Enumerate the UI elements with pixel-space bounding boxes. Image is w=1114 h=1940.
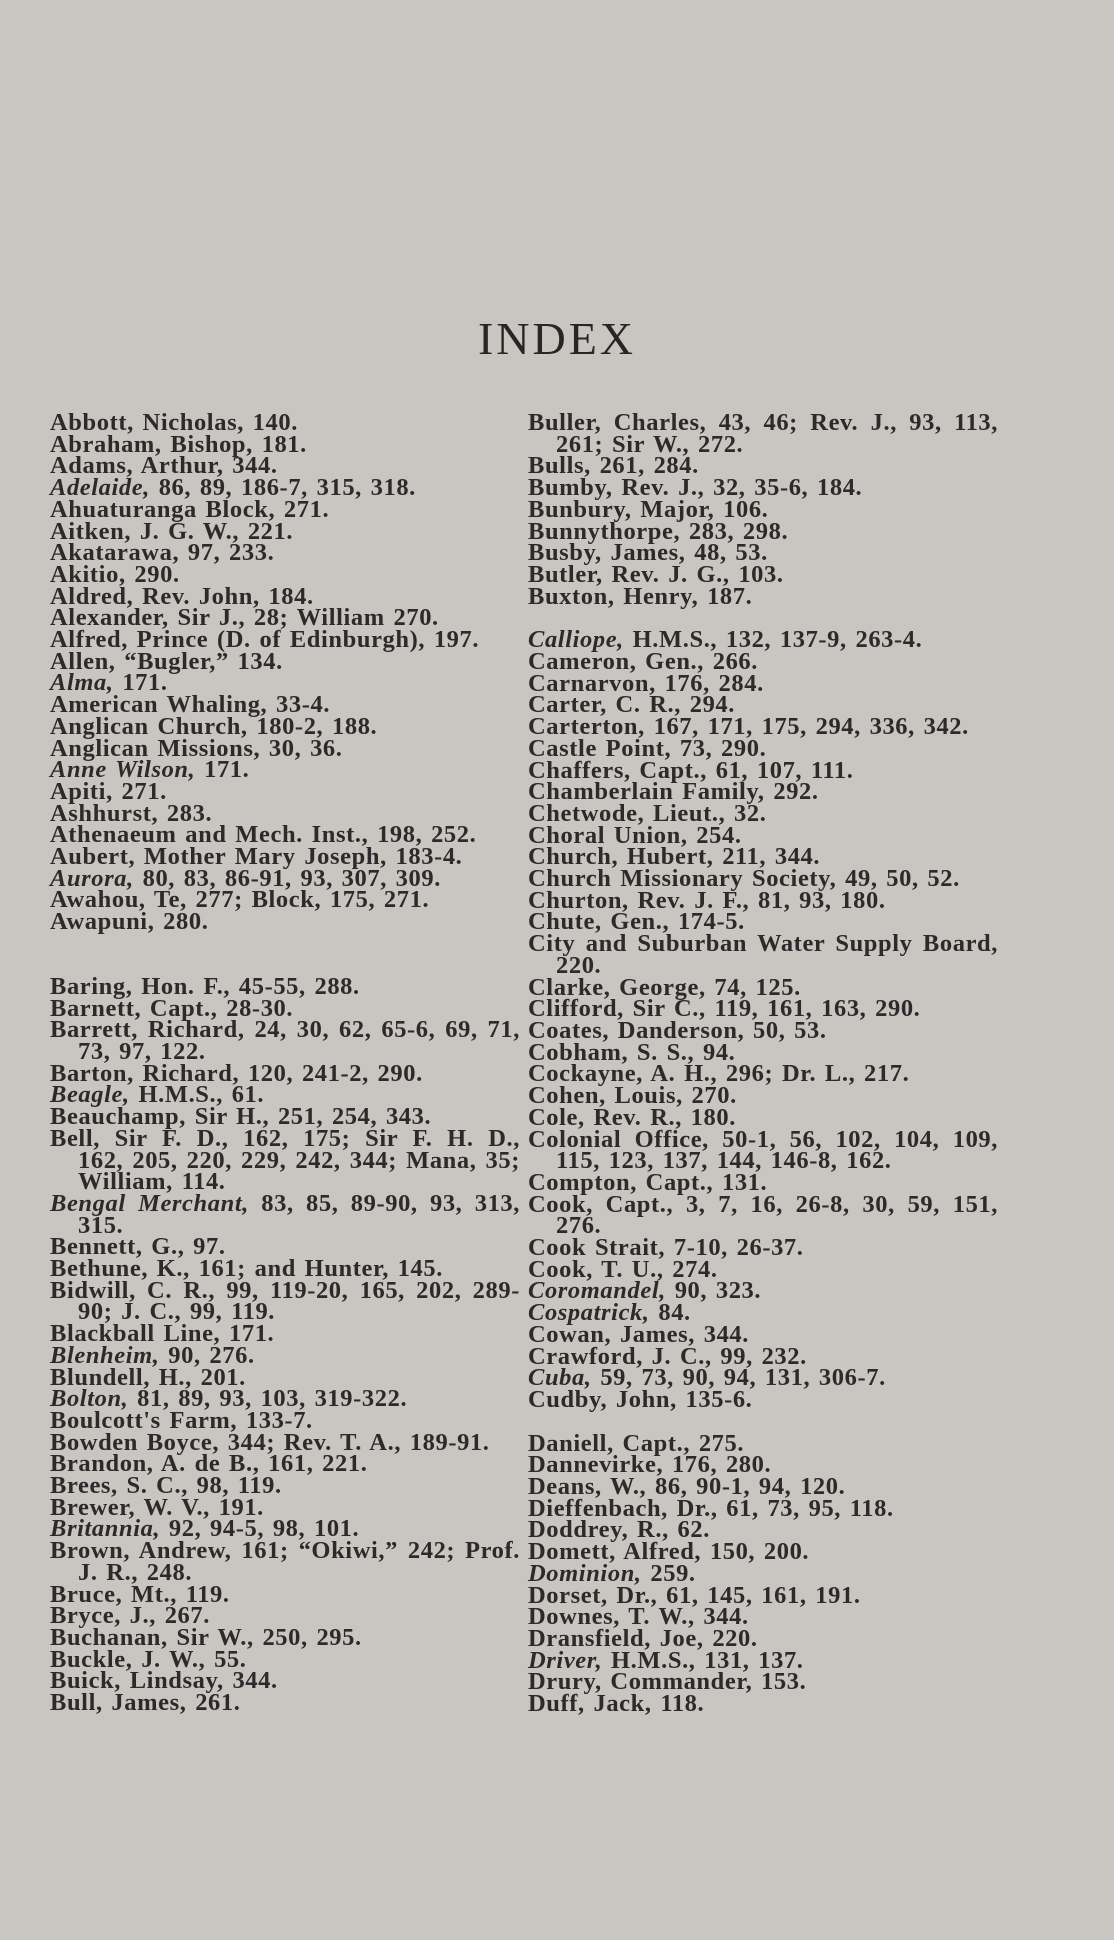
index-entry: Barton, Richard, 120, 241-2, 290.: [50, 1059, 423, 1087]
index-entry: Buick, Lindsay, 344.: [50, 1667, 278, 1695]
index-entry: Coromandel, 90, 323.: [528, 1277, 762, 1305]
index-entry: Awahou, Te, 277; Block, 175, 271.: [50, 886, 430, 914]
index-entry: Buxton, Henry, 187.: [528, 582, 753, 610]
index-entry: Bunnythorpe, 283, 298.: [528, 517, 789, 545]
index-entry: Bunbury, Major, 106.: [528, 495, 769, 523]
ship-name: Cospatrick,: [528, 1299, 650, 1327]
index-entry: Butler, Rev. J. G., 103.: [528, 560, 784, 588]
index-entry: Alfred, Prince (D. of Edinburgh), 197.: [50, 626, 480, 654]
index-entry: Cook, T. U., 274.: [528, 1255, 718, 1283]
ship-name: Bolton,: [50, 1385, 129, 1413]
index-entry: Doddrey, R., 62.: [528, 1516, 710, 1544]
index-entry: Dransfield, Joe, 220.: [528, 1624, 758, 1652]
ship-name: Adelaide,: [50, 474, 150, 502]
index-entry: Bull, James, 261.: [50, 1689, 241, 1717]
index-entry: Allen, “Bugler,” 134.: [50, 647, 283, 675]
index-entry: Aitken, J. G. W., 221.: [50, 517, 294, 545]
ship-name: Calliope,: [528, 626, 624, 654]
index-column-left: [50, 409, 520, 1717]
ship-name: Coromandel,: [528, 1277, 666, 1305]
index-entry: Calliope, H.M.S., 132, 137-9, 263-4.: [528, 626, 923, 654]
index-entry: Cameron, Gen., 266.: [528, 648, 758, 676]
index-entry: Clifford, Sir C., 119, 161, 163, 290.: [528, 995, 921, 1023]
index-entry: Church Missionary Society, 49, 50, 52.: [528, 865, 960, 893]
ship-name: Alma,: [50, 669, 114, 697]
index-entry: Domett, Alfred, 150, 200.: [528, 1538, 810, 1566]
ship-name: Bengal Merchant,: [50, 1189, 249, 1217]
index-entry: Crawford, J. C., 99, 232.: [528, 1342, 807, 1370]
index-entry: Carterton, 167, 171, 175, 294, 336, 342.: [528, 713, 969, 741]
ship-name: Anne Wilson,: [50, 756, 196, 784]
index-entry: Bolton, 81, 89, 93, 103, 319-322.: [50, 1385, 408, 1413]
index-entry: Cook, Capt., 3, 7, 16, 26-8, 30, 59, 151, 276.: [528, 1190, 998, 1240]
index-entry: Anglican Church, 180-2, 188.: [50, 712, 378, 740]
index-entry: Anne Wilson, 171.: [50, 756, 250, 784]
index-entry: Daniell, Capt., 275.: [528, 1429, 745, 1457]
index-column-right: [528, 409, 998, 1718]
index-entry: Brandon, A. de B., 161, 221.: [50, 1450, 368, 1478]
index-entry: Brown, Andrew, 161; “Okiwi,” 242; Prof. J. R., 248.: [50, 1537, 520, 1586]
index-entry: Awapuni, 280.: [50, 908, 209, 936]
index-entry: Dominion, 259.: [528, 1559, 696, 1587]
index-entry: Chute, Gen., 174-5.: [528, 908, 745, 936]
index-entry: Chaffers, Capt., 61, 107, 111.: [528, 756, 854, 784]
index-entry: Coates, Danderson, 50, 53.: [528, 1016, 827, 1044]
index-entry: Dannevirke, 176, 280.: [528, 1451, 772, 1479]
index-entry: Bidwill, C. R., 99, 119-20, 165, 202, 289-90; J. C., 99, 119.: [50, 1276, 520, 1326]
index-entry: Choral Union, 254.: [528, 821, 742, 849]
index-entry: Cobham, S. S., 94.: [528, 1038, 736, 1066]
index-entry: Blackball Line, 171.: [50, 1320, 275, 1348]
index-entry: Cockayne, A. H., 296; Dr. L., 217.: [528, 1060, 910, 1088]
index-entry: American Whaling, 33-4.: [50, 691, 331, 719]
index-entry: Driver, H.M.S., 131, 137.: [528, 1646, 804, 1674]
index-entry: Akitio, 290.: [50, 560, 180, 588]
index-entry: Boulcott's Farm, 133-7.: [50, 1406, 313, 1434]
index-entry: Clarke, George, 74, 125.: [528, 973, 801, 1001]
index-entry: Chamberlain Family, 292.: [528, 778, 819, 806]
index-entry: Church, Hubert, 211, 344.: [528, 843, 821, 871]
index-entry: Cospatrick, 84.: [528, 1299, 691, 1327]
index-entry: Barrett, Richard, 24, 30, 62, 65-6, 69, 71, 73, 97, 122.: [50, 1016, 520, 1065]
index-entry: Britannia, 92, 94-5, 98, 101.: [50, 1515, 360, 1543]
index-entry: Bengal Merchant, 83, 85, 89-90, 93, 313, 315.: [50, 1189, 520, 1239]
ship-name: Cuba,: [528, 1364, 592, 1392]
index-entry: Adelaide, 86, 89, 186-7, 315, 318.: [50, 474, 416, 502]
index-entry: Colonial Office, 50-1, 56, 102, 104, 109, 115, 123, 137, 144, 146-8, 162.: [528, 1125, 998, 1175]
index-entry: Brewer, W. V., 191.: [50, 1493, 264, 1521]
index-entry: Bowden Boyce, 344; Rev. T. A., 189-91.: [50, 1428, 490, 1456]
index-entry: Compton, Capt., 131.: [528, 1168, 768, 1196]
index-entry: Barnett, Capt., 28-30.: [50, 994, 294, 1022]
index-entry: Abbott, Nicholas, 140.: [50, 409, 298, 436]
ship-name: Driver,: [528, 1646, 603, 1674]
index-entry: Apiti, 271.: [50, 777, 167, 805]
index-entry: Abraham, Bishop, 181.: [50, 430, 307, 458]
index-entry: Cudby, John, 135-6.: [528, 1385, 753, 1413]
index-entry: Bryce, J., 267.: [50, 1602, 210, 1630]
ship-name: Beagle,: [50, 1081, 130, 1109]
index-entry: Cook Strait, 7-10, 26-37.: [528, 1234, 804, 1262]
index-entry: Bethune, K., 161; and Hunter, 145.: [50, 1255, 443, 1283]
ship-name: Dominion,: [528, 1559, 642, 1587]
index-entry: Dorset, Dr., 61, 145, 161, 191.: [528, 1581, 861, 1609]
index-entry: Adams, Arthur, 344.: [50, 452, 278, 480]
index-entry: Beagle, H.M.S., 61.: [50, 1081, 265, 1109]
index-entry: Castle Point, 73, 290.: [528, 734, 767, 762]
index-entry: Dieffenbach, Dr., 61, 73, 95, 118.: [528, 1494, 894, 1522]
index-entry: Cowan, James, 344.: [528, 1320, 750, 1348]
index-entry: Athenaeum and Mech. Inst., 198, 252.: [50, 821, 477, 849]
index-entry: Baring, Hon. F., 45-55, 288.: [50, 972, 360, 1000]
index-entry: Bennett, G., 97.: [50, 1233, 226, 1261]
index-entry: Duff, Jack, 118.: [528, 1690, 705, 1718]
index-entry: Deans, W., 86, 90-1, 94, 120.: [528, 1473, 846, 1501]
index-entry: Bell, Sir F. D., 162, 175; Sir F. H. D., 162, 205, 220, 229, 242, 344; Mana, 35; William, 114.: [50, 1124, 520, 1196]
index-entry: Bumby, Rev. J., 32, 35-6, 184.: [528, 474, 863, 502]
index-entry: Busby, James, 48, 53.: [528, 539, 768, 567]
index-entry: Buchanan, Sir W., 250, 295.: [50, 1623, 362, 1651]
index-entry: Buckle, J. W., 55.: [50, 1645, 247, 1673]
index-entry: Ashhurst, 283.: [50, 799, 213, 827]
index-entry: Alma, 171.: [50, 669, 168, 697]
index-entry: Ahuaturanga Block, 271.: [50, 495, 330, 523]
page-title: INDEX: [477, 313, 637, 364]
index-entry: Buller, Charles, 43, 46; Rev. J., 93, 113, 261; Sir W., 272.: [528, 409, 998, 458]
ship-name: Blenheim,: [50, 1341, 160, 1369]
index-entry: Alexander, Sir J., 28; William 270.: [50, 604, 439, 632]
index-entry: Cole, Rev. R., 180.: [528, 1103, 736, 1131]
index-entry: Brees, S. C., 98, 119.: [50, 1472, 282, 1500]
index-entry: Anglican Missions, 30, 36.: [50, 734, 343, 762]
index-entry: Bruce, Mt., 119.: [50, 1580, 230, 1608]
index-entry: Aurora, 80, 83, 86-91, 93, 307, 309.: [50, 864, 441, 892]
ship-name: Britannia,: [50, 1515, 161, 1543]
index-entry: Churton, Rev. J. F., 81, 93, 180.: [528, 886, 886, 914]
index-entry: Carnarvon, 176, 284.: [528, 669, 764, 697]
index-entry: Carter, C. R., 294.: [528, 691, 736, 719]
section-gap: [50, 933, 520, 976]
index-entry: Chetwode, Lieut., 32.: [528, 799, 767, 827]
index-entry: Blenheim, 90, 276.: [50, 1341, 255, 1369]
index-entry: Cohen, Louis, 270.: [528, 1082, 737, 1110]
index-entry: Drury, Commander, 153.: [528, 1668, 807, 1696]
index-entry: City and Suburban Water Supply Board, 220.: [528, 930, 998, 979]
index-entry: Bulls, 261, 284.: [528, 452, 699, 480]
ship-name: Aurora,: [50, 864, 134, 892]
index-entry: Akatarawa, 97, 233.: [50, 539, 275, 567]
index-entry: Beauchamp, Sir H., 251, 254, 343.: [50, 1103, 432, 1131]
index-entry: Aldred, Rev. John, 184.: [50, 582, 314, 610]
index-entry: Blundell, H., 201.: [50, 1363, 246, 1391]
index-entry: Downes, T. W., 344.: [528, 1603, 749, 1631]
index-entry: Cuba, 59, 73, 90, 94, 131, 306-7.: [528, 1364, 886, 1392]
index-entry: Aubert, Mother Mary Joseph, 183-4.: [50, 843, 463, 871]
